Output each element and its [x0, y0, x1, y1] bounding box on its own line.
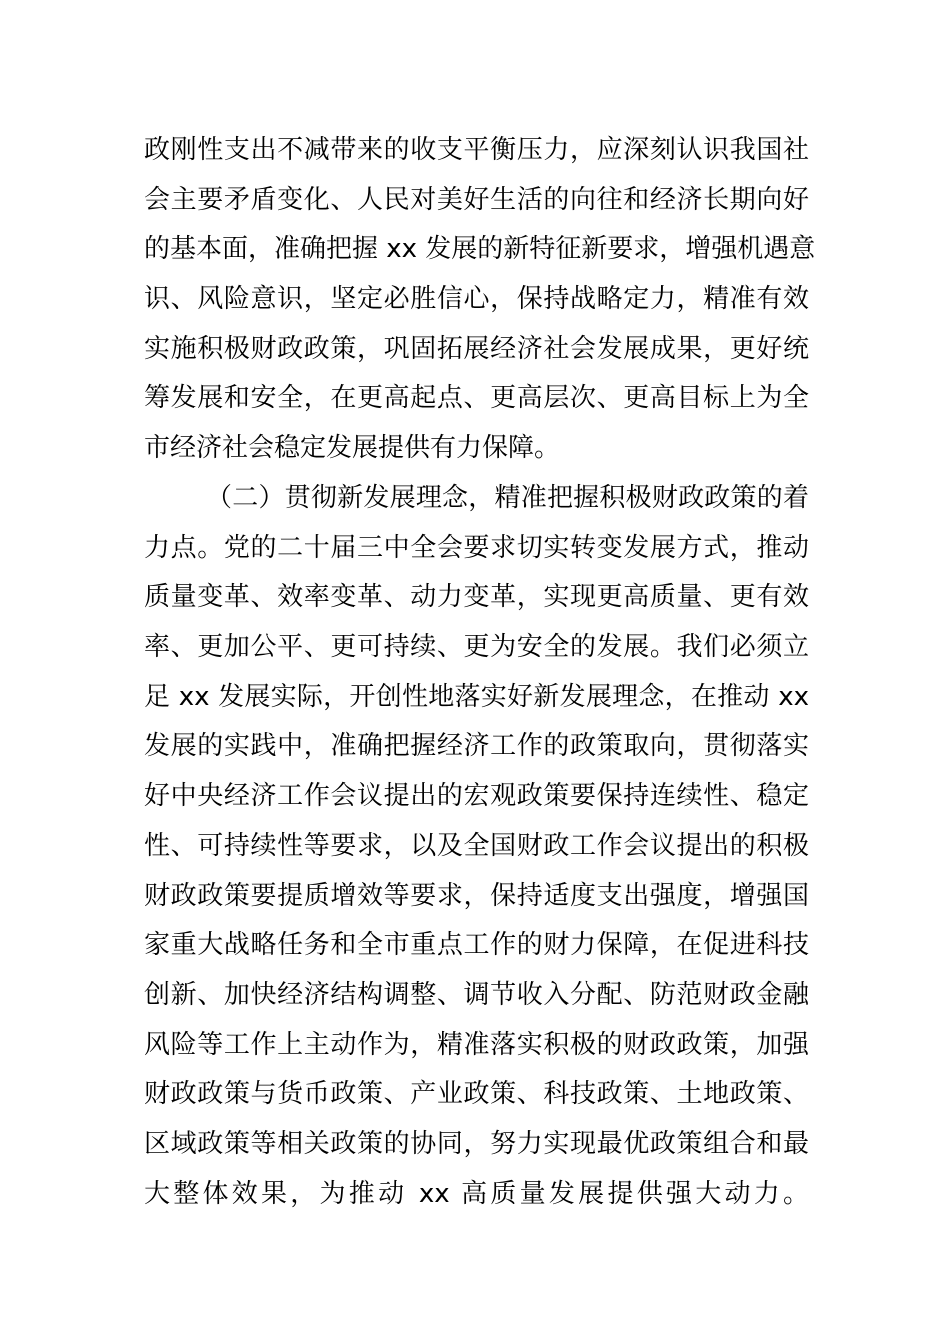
paragraph-1-line: 筹发展和安全，在更高起点、更高层次、更高目标上为全	[144, 383, 809, 414]
paragraph-2-line: 性、可持续性等要求，以及全国财政工作会议提出的积极	[144, 830, 809, 861]
paragraph-2	[144, 474, 809, 1269]
paragraph-2-line: 足 xx 发展实际，开创性地落实好新发展理念，在推动 xx	[144, 681, 809, 712]
paragraph-2-heading-line: （二）贯彻新发展理念，精准把握积极财政政策的着	[206, 483, 809, 513]
paragraph-1-line: 实施积极财政政策，巩固拓展经济社会发展成果，更好统	[144, 333, 809, 364]
paragraph-2-line	[144, 1219, 809, 1269]
paragraph-2-line: 财政政策要提质增效等要求，保持适度支出强度，增强国	[144, 880, 809, 911]
paragraph-2-line: 家重大战略任务和全市重点工作的财力保障，在促进科技	[144, 930, 809, 961]
paragraph-2-line: 力点。党的二十届三中全会要求切实转变发展方式，推动	[144, 532, 809, 563]
paragraph-2-line: 财政政策与货币政策、产业政策、科技政策、土地政策、	[144, 1079, 809, 1110]
paragraph-2-line: 大整体效果，为推动 xx 高质量发展提供强大动力。	[144, 1178, 809, 1209]
paragraph-1-line: 的基本面，准确把握 xx 发展的新特征新要求，增强机遇意	[144, 234, 816, 265]
paragraph-2-line: 风险等工作上主动作为，精准落实积极的财政政策，加强	[144, 1029, 809, 1060]
paragraph-2-line: 区域政策等相关政策的协同，努力实现最优政策组合和最	[144, 1128, 809, 1159]
paragraph-1-line: 政刚性支出不减带来的收支平衡压力，应深刻认识我国社	[144, 135, 809, 165]
paragraph-2-line: 创新、加快经济结构调整、调节收入分配、防范财政金融	[144, 979, 809, 1010]
paragraph-2-line: 发展的实践中，准确把握经济工作的政策取向，贯彻落实	[144, 731, 809, 762]
paragraph-2-line: 率、更加公平、更可持续、更为安全的发展。我们必须立	[144, 632, 809, 663]
paragraph-1-line: 会主要矛盾变化、人民对美好生活的向往和经济长期向好	[144, 184, 809, 215]
paragraph-1-line: 市经济社会稳定发展提供有力保障。	[144, 433, 561, 464]
paragraph-1	[144, 126, 816, 474]
paragraph-1-line: 识、风险意识，坚定必胜信心，保持战略定力，精准有效	[144, 284, 809, 315]
paragraph-2-line: 好中央经济工作会议提出的宏观政策要保持连续性、稳定	[144, 781, 809, 812]
paragraph-2-line: 质量变革、效率变革、动力变革，实现更高质量、更有效	[144, 582, 809, 613]
